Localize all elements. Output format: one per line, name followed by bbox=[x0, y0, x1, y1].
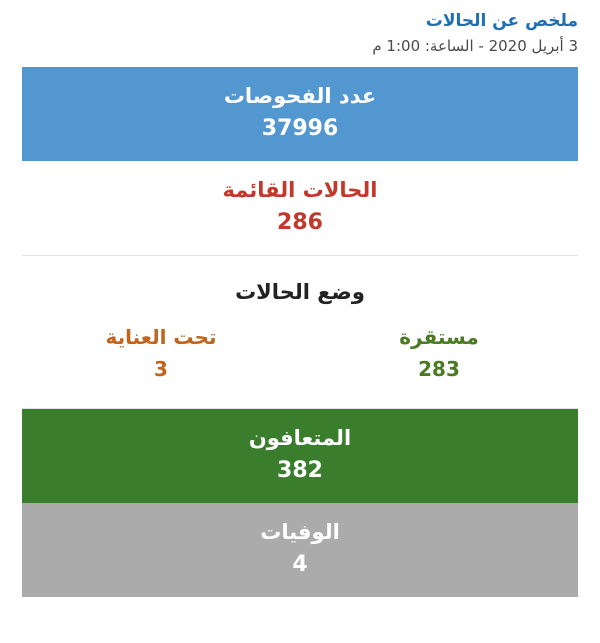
stable-cases-value: 283 bbox=[418, 357, 460, 381]
recovered-band bbox=[22, 409, 578, 503]
tests-value: 37996 bbox=[261, 116, 339, 141]
deaths-band bbox=[22, 503, 578, 597]
case-status-row bbox=[22, 322, 578, 398]
stable-cases-label: مستقرة bbox=[399, 325, 479, 349]
recovered-label: المتعافون bbox=[248, 426, 352, 450]
recovered-value: 382 bbox=[277, 458, 323, 483]
tests-band bbox=[22, 67, 578, 161]
active-cases-value: 286 bbox=[277, 210, 323, 235]
deaths-value: 4 bbox=[292, 552, 308, 577]
icu-cases-column bbox=[22, 322, 300, 384]
page-title: ملخص عن الحالات bbox=[425, 11, 578, 31]
active-cases-label: الحالات القائمة bbox=[222, 178, 378, 202]
deaths-label: الوفيات bbox=[260, 520, 340, 544]
case-status-title: وضع الحالات bbox=[235, 280, 365, 304]
tests-label: عدد الفحوصات bbox=[223, 84, 377, 108]
icu-cases-value: 3 bbox=[154, 357, 168, 381]
stable-cases-column bbox=[300, 322, 578, 384]
case-status-band bbox=[22, 256, 578, 409]
page-header bbox=[0, 0, 600, 57]
footer-spacer bbox=[0, 597, 600, 637]
summary-card bbox=[22, 67, 578, 597]
icu-cases-label: تحت العناية bbox=[105, 325, 217, 349]
timestamp-label: 3 أبريل 2020 - الساعة: 1:00 م bbox=[372, 37, 578, 55]
active-cases-band bbox=[22, 161, 578, 256]
